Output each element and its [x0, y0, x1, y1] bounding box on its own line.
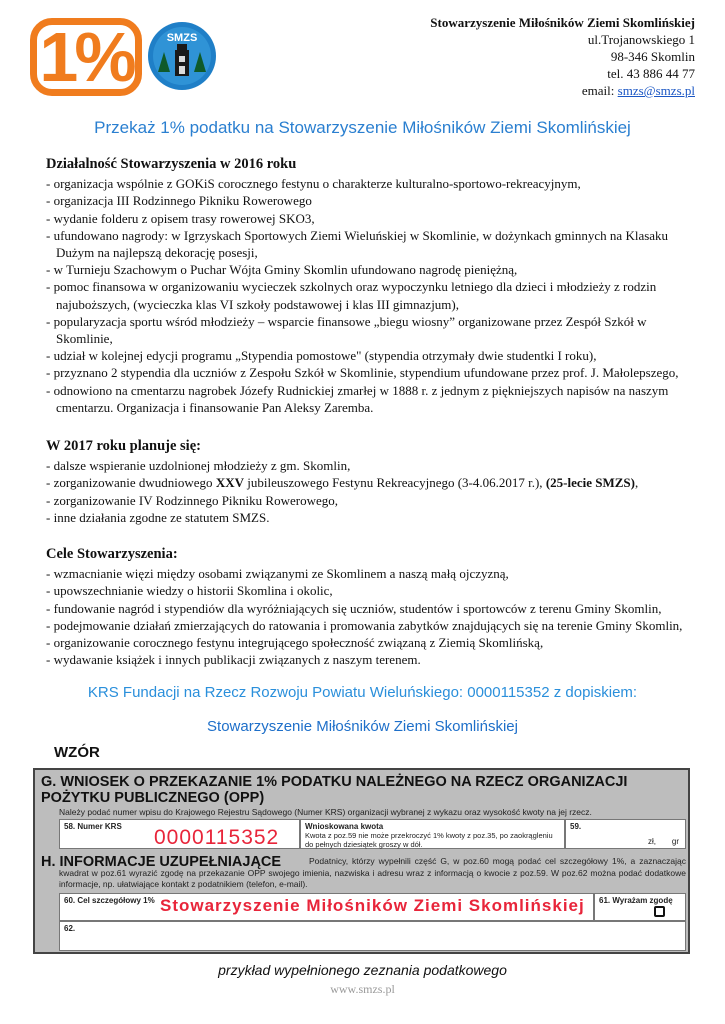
- krs-number-label: 58. Numer KRS: [64, 822, 122, 831]
- smzs-emblem-icon: [146, 20, 218, 92]
- contact-org-name: Stowarzyszenie Miłośników Ziemi Skomlińskiej: [430, 15, 695, 30]
- section-2016-heading: Działalność Stowarzyszenia w 2016 roku: [46, 156, 297, 172]
- krs-number-field: [59, 819, 300, 849]
- amount-label: Wnioskowana kwota: [305, 822, 384, 831]
- krs-dopisek: Stowarzyszenie Miłośników Ziemi Skomlińskiej: [207, 718, 518, 735]
- form-section-g-title: G. WNIOSEK O PRZEKAZANIE 1% PODATKU NALEŻNEGO NA RZECZ ORGANIZACJI POŻYTKU PUBLICZNEGO (OPP): [41, 774, 628, 806]
- consent-field: [594, 893, 686, 921]
- field-59: [565, 819, 686, 849]
- contact-block: [430, 14, 695, 99]
- consent-checkbox: [654, 906, 665, 917]
- list-item: - organizacja wspólnie z GOKiS corocznego festynu o charakterze kulturalno-sportowo-rekreacyjnym,: [46, 175, 696, 192]
- contact-email-row: [430, 82, 695, 99]
- list-item: - organizacja III Rodzinnego Pikniku Rowerowego: [46, 192, 696, 209]
- list-item: - inne działania zgodne ze statutem SMZS.: [46, 509, 696, 526]
- field-59-label: 59.: [570, 822, 582, 831]
- section-goals-heading: Cele Stowarzyszenia:: [46, 546, 178, 562]
- section-2017-heading: W 2017 roku planuje się:: [46, 438, 201, 454]
- list-item: - organizowanie corocznego festynu integrującego społeczność związaną z Ziemią Skomlińską,: [46, 634, 696, 651]
- list-item: - pomoc finansowa w organizowaniu wycieczek szkolnych oraz wypoczynku letniego dla dzieci i młodzieży z rodzin najuboższych, (wycieczka klas VI szkoły podstawowej i klas III gimnazjum),: [46, 278, 696, 312]
- section-2017: [46, 438, 696, 526]
- contact-phone: tel. 43 886 44 77: [607, 66, 695, 81]
- list-item: - zorganizowanie IV Rodzinnego Pikniku Rowerowego,: [46, 492, 696, 509]
- field-62: [59, 921, 686, 951]
- list-item: - odnowiono na cmentarzu nagrobek Józefy Rudnickiej zmarłej w 1888 r. z jednym z piękniejszych napisów na naszym cmentarzu. Organizacja i finansowanie Pan Aleksy Zaremba.: [46, 382, 696, 416]
- list-item: - ufundowano nagrody: w Igrzyskach Sportowych Ziemi Wieluńskiej w Skomlinie, w dożynkach gminnych na Klasaku Dużym na najlepszą dekorację posesji,: [46, 227, 696, 261]
- list-item-festival: [46, 474, 696, 491]
- contact-email-link[interactable]: smzs@smzs.pl: [617, 83, 695, 98]
- smzs-logo-text: SMZS: [166, 32, 198, 44]
- tax-form-sample: [33, 768, 690, 954]
- gr-label: gr: [671, 837, 679, 846]
- form-section-h-title: H. INFORMACJE UZUPEŁNIAJĄCE: [41, 854, 282, 870]
- festival-text-a: zorganizowanie dwudniowego: [53, 475, 216, 491]
- goal-field: [59, 893, 594, 921]
- list-item: - udział w kolejnej edycji programu „Stypendia pomostowe" (stypendia otrzymały dwie studentki I roku),: [46, 347, 696, 364]
- goal-label: 60. Cel szczegółowy 1%: [64, 896, 155, 905]
- list-item: - przyznano 2 stypendia dla uczniów z Zespołu Szkół w Skomlinie, stypendium ufundowane przez prof. J. Małolepszego,: [46, 364, 696, 381]
- krs-number-value: 0000115352: [154, 826, 280, 849]
- one-percent-logo-text: 1%: [39, 18, 133, 96]
- smzs-logo: [146, 20, 218, 92]
- contact-city: 98-346 Skomlin: [610, 49, 695, 64]
- form-caption: przykład wypełnionego zeznania podatkowego: [218, 962, 507, 978]
- zl-label: zł,: [648, 837, 656, 846]
- wzor-label: WZÓR: [54, 744, 100, 761]
- amount-field: [300, 819, 565, 849]
- goal-value: Stowarzyszenie Miłośników Ziemi Skomlińskiej: [160, 896, 585, 915]
- list-item: - fundowanie nagród i stypendiów dla wyróżniających się uczniów, studentów i sportowców z terenu Gminy Skomlin,: [46, 600, 696, 617]
- krs-line: KRS Fundacji na Rzecz Rozwoju Powiatu Wieluńskiego: 0000115352 z dopiskiem:: [87, 684, 638, 701]
- section-goals: [46, 546, 696, 668]
- page-title: Przekaż 1% podatku na Stowarzyszenie Miłośników Ziemi Skomlińskiej: [94, 118, 631, 137]
- form-section-h-desc: Podatnicy, którzy wypełnili część G, w poz.60 mogą podać cel szczegółowy 1%, a zaznaczając kwadrat w poz.61 wyrazić zgodę na przekazanie OPP swojego imienia, nazwiska i adresu wraz z informacją o kwocie z poz.59. W poz.62 można podać dodatkowe informacje, np. ułatwiające kontakt z podatnikiem (telefon, e-mail).: [59, 856, 686, 889]
- list-item: - podejmowanie działań zmierzających do ratowania i promowania zabytków znajdujących się na terenie Gminy Skomlin,: [46, 617, 696, 634]
- list-item: - upowszechnianie wiedzy o historii Skomlina i okolic,: [46, 582, 696, 599]
- field-62-label: 62.: [64, 924, 76, 933]
- festival-anniversary: (25-lecie SMZS): [545, 475, 635, 491]
- festival-text-e: ,: [634, 475, 639, 491]
- form-section-g-note: Należy podać numer wpisu do Krajowego Rejestru Sądowego (Numer KRS) organizacji wybranej z wykazu oraz wysokość kwoty na jej rzecz.: [59, 807, 592, 817]
- list-item: - dalsze wspieranie uzdolnionej młodzieży z gm. Skomlin,: [46, 457, 696, 474]
- list-item: - w Turnieju Szachowym o Puchar Wójta Gminy Skomlin ufundowano nagrodę pieniężną,: [46, 261, 696, 278]
- list-item: - wydanie folderu z opisem trasy rowerowej SKO3,: [46, 210, 696, 227]
- section-2016: [46, 156, 696, 416]
- list-item: - wzmacnianie więzi między osobami związanymi ze Skomlinem a naszą małą ojczyzną,: [46, 565, 696, 582]
- one-percent-logo: [30, 18, 142, 96]
- list-item: - wydawanie książek i innych publikacji związanych z naszym terenem.: [46, 651, 696, 668]
- contact-email-label: email:: [581, 83, 618, 98]
- consent-label: 61. Wyrażam zgodę: [599, 896, 673, 905]
- festival-text-c: jubileuszowego Festynu Rekreacyjnego (3-4.06.2017 r.),: [243, 475, 546, 491]
- festival-edition: XXV: [215, 475, 244, 491]
- amount-note: Kwota z poz.59 nie może przekroczyć 1% kwoty z poz.35, po zaokrągleniu do pełnych dziesiątek groszy w dół.: [305, 831, 553, 849]
- contact-street: ul.Trojanowskiego 1: [587, 32, 695, 47]
- footer-url: www.smzs.pl: [330, 982, 395, 996]
- list-item: - popularyzacja sportu wśród młodzieży – wsparcie finansowe „biegu wiosny” organizowane przez Zespół Szkół w Skomlinie,: [46, 313, 696, 347]
